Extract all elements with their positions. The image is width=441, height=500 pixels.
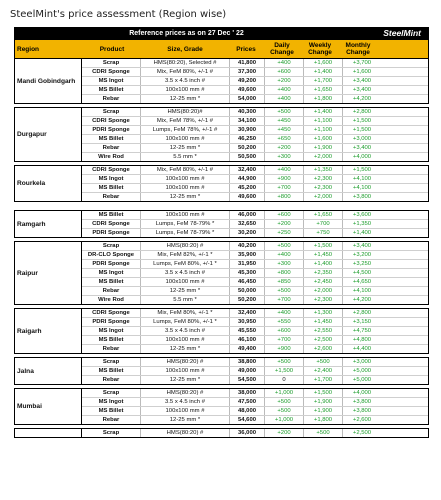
size-grade-cell: HMS(80:20) # xyxy=(141,242,230,250)
price-cell: 30,950 xyxy=(230,318,265,326)
daily-change-cell: +550 xyxy=(265,318,304,326)
weekly-change-cell: +1,650 xyxy=(304,211,343,219)
price-cell: 54,600 xyxy=(230,416,265,424)
daily-change-cell: +650 xyxy=(265,135,304,143)
weekly-change-cell: +1,600 xyxy=(304,135,343,143)
size-grade-cell: 100x100 mm # xyxy=(141,184,230,192)
price-cell: 49,600 xyxy=(230,86,265,94)
daily-change-cell: +500 xyxy=(265,358,304,366)
daily-change-cell: +900 xyxy=(265,175,304,183)
product-cell: MS Billet xyxy=(82,86,141,94)
product-cell: Scrap xyxy=(82,429,141,437)
region-group xyxy=(14,388,429,425)
monthly-change-cell: +3,800 xyxy=(352,408,372,414)
table-row xyxy=(82,336,428,345)
price-cell: 31,950 xyxy=(230,260,265,268)
header-monthly-change: Monthly Change xyxy=(345,42,371,56)
region-name: Jalna xyxy=(15,358,82,384)
weekly-change-cell: +2,350 xyxy=(304,269,343,277)
weekly-change-cell: +2,550 xyxy=(304,327,343,335)
size-grade-cell: HMS(80:20) # xyxy=(141,358,230,366)
monthly-change-cell: +1,500 xyxy=(352,118,372,124)
price-cell: 48,000 xyxy=(230,407,265,415)
price-cell: 38,800 xyxy=(230,358,265,366)
table-row xyxy=(82,95,428,103)
monthly-change-cell: +4,100 xyxy=(352,176,372,182)
table-row xyxy=(82,376,428,384)
size-grade-cell: 3.5 x 4.5 inch # xyxy=(141,327,230,335)
product-cell: MS Billet xyxy=(82,336,141,344)
product-cell: DR-CLO Sponge xyxy=(82,251,141,259)
monthly-change-cell: +3,400 xyxy=(352,145,372,151)
price-cell: 30,200 xyxy=(230,229,265,237)
table-row xyxy=(82,77,428,86)
daily-change-cell: +400 xyxy=(265,59,304,67)
size-grade-cell: 3.5 x 4.5 inch # xyxy=(141,77,230,85)
daily-change-cell: +700 xyxy=(265,336,304,344)
weekly-change-cell: +1,600 xyxy=(304,59,343,67)
daily-change-cell: +200 xyxy=(265,220,304,228)
price-cell: 49,200 xyxy=(230,77,265,85)
monthly-change-cell: +3,150 xyxy=(352,319,372,325)
size-grade-cell: HMS(80:20)# xyxy=(141,108,230,116)
daily-change-cell: +700 xyxy=(265,296,304,304)
daily-change-cell: +200 xyxy=(265,77,304,85)
price-cell: 54,000 xyxy=(230,95,265,103)
weekly-change-cell: +2,000 xyxy=(304,153,343,161)
table-row xyxy=(82,242,428,251)
size-grade-cell: 100x100 mm # xyxy=(141,211,230,219)
region-name: Raigarh xyxy=(15,309,82,353)
region-name: Rourkela xyxy=(15,166,82,201)
size-grade-cell: Mix, FeM 80%, +/-1 # xyxy=(141,166,230,174)
weekly-change-cell: +700 xyxy=(304,220,343,228)
weekly-change-cell: +1,650 xyxy=(304,86,343,94)
weekly-change-cell: +2,000 xyxy=(304,193,343,201)
size-grade-cell: Lumps, FeM 80%, +/-1 * xyxy=(141,260,230,268)
product-cell: Scrap xyxy=(82,358,141,366)
size-grade-cell: Lumps, FeM 78-79% * xyxy=(141,229,230,237)
size-grade-cell: 12-25 mm * xyxy=(141,193,230,201)
size-grade-cell: Mix, FeM 80%, +/-1 # xyxy=(141,68,230,76)
weekly-change-cell: +500 xyxy=(304,429,343,437)
monthly-change-cell: +2,600 xyxy=(352,417,372,423)
region-name: Ramgarh xyxy=(15,211,82,237)
brand-logo: SteelMint xyxy=(383,28,421,38)
monthly-change-cell: +4,100 xyxy=(352,288,372,294)
product-cell: Scrap xyxy=(82,108,141,116)
product-cell: MS Billet xyxy=(82,211,141,219)
monthly-change-cell: +3,800 xyxy=(352,194,372,200)
product-cell: CDRI Sponge xyxy=(82,220,141,228)
region-group xyxy=(14,210,429,238)
table-row xyxy=(82,251,428,260)
table-row xyxy=(82,327,428,336)
monthly-change-cell: +4,000 xyxy=(352,154,372,160)
monthly-change-cell: +1,500 xyxy=(352,127,372,133)
price-cell: 46,000 xyxy=(230,211,265,219)
product-cell: Rebar xyxy=(82,144,141,152)
table-row xyxy=(82,126,428,135)
product-cell: MS Ingot xyxy=(82,269,141,277)
product-cell: MS Ingot xyxy=(82,398,141,406)
monthly-change-cell: +4,650 xyxy=(352,279,372,285)
price-cell: 47,500 xyxy=(230,398,265,406)
price-cell: 46,250 xyxy=(230,135,265,143)
weekly-change-cell: +1,500 xyxy=(304,242,343,250)
region-group xyxy=(14,241,429,305)
weekly-change-cell: +1,350 xyxy=(304,166,343,174)
table-row xyxy=(82,229,428,237)
weekly-change-cell: +1,900 xyxy=(304,144,343,152)
region-group xyxy=(14,58,429,104)
monthly-change-cell: +2,500 xyxy=(352,430,372,436)
product-cell: MS Billet xyxy=(82,278,141,286)
price-cell: 36,000 xyxy=(230,429,265,437)
size-grade-cell: 5.5 mm * xyxy=(141,153,230,161)
daily-change-cell: +400 xyxy=(265,251,304,259)
region-group xyxy=(14,428,429,438)
price-cell: 35,900 xyxy=(230,251,265,259)
price-cell: 41,800 xyxy=(230,59,265,67)
table-row xyxy=(82,287,428,296)
weekly-change-cell: +2,500 xyxy=(304,336,343,344)
product-cell: PDRI Sponge xyxy=(82,229,141,237)
table-header xyxy=(14,40,429,58)
weekly-change-cell: +1,700 xyxy=(304,376,343,384)
price-cell: 50,200 xyxy=(230,144,265,152)
monthly-change-cell: +4,200 xyxy=(352,96,372,102)
price-table xyxy=(14,27,429,438)
daily-change-cell: +600 xyxy=(265,68,304,76)
daily-change-cell: +200 xyxy=(265,144,304,152)
region-groups xyxy=(14,58,429,438)
size-grade-cell: 3.5 x 4.5 inch # xyxy=(141,269,230,277)
monthly-change-cell: +3,000 xyxy=(352,136,372,142)
monthly-change-cell: +3,400 xyxy=(352,78,372,84)
price-cell: 49,400 xyxy=(230,345,265,353)
price-cell: 49,600 xyxy=(230,193,265,201)
monthly-change-cell: +1,350 xyxy=(352,221,372,227)
header-size-grade: Size, Grade xyxy=(167,45,203,53)
daily-change-cell: +300 xyxy=(265,260,304,268)
product-cell: Scrap xyxy=(82,242,141,250)
product-cell: PDRI Sponge xyxy=(82,126,141,134)
size-grade-cell: 12-25 mm * xyxy=(141,345,230,353)
weekly-change-cell: +500 xyxy=(304,358,343,366)
product-cell: CDRI Sponge xyxy=(82,117,141,125)
table-row xyxy=(82,269,428,278)
monthly-change-cell: +3,700 xyxy=(352,60,372,66)
product-cell: Rebar xyxy=(82,95,141,103)
product-cell: MS Ingot xyxy=(82,77,141,85)
table-row xyxy=(82,358,428,367)
product-cell: MS Ingot xyxy=(82,175,141,183)
size-grade-cell: 12-25 mm * xyxy=(141,95,230,103)
size-grade-cell: 3.5 x 4.5 inch # xyxy=(141,398,230,406)
weekly-change-cell: +1,400 xyxy=(304,68,343,76)
monthly-change-cell: +4,500 xyxy=(352,270,372,276)
daily-change-cell: +1,000 xyxy=(265,416,304,424)
daily-change-cell: +400 xyxy=(265,166,304,174)
price-cell: 38,000 xyxy=(230,389,265,397)
product-cell: MS Ingot xyxy=(82,327,141,335)
size-grade-cell: HMS(80:20) # xyxy=(141,429,230,437)
product-cell: Scrap xyxy=(82,59,141,67)
weekly-change-cell: +1,800 xyxy=(304,95,343,103)
daily-change-cell: +600 xyxy=(265,327,304,335)
monthly-change-cell: +5,000 xyxy=(352,368,372,374)
product-cell: MS Billet xyxy=(82,367,141,375)
monthly-change-cell: +1,500 xyxy=(352,167,372,173)
weekly-change-cell: +1,800 xyxy=(304,416,343,424)
table-row xyxy=(82,175,428,184)
monthly-change-cell: +3,000 xyxy=(352,359,372,365)
weekly-change-cell: +2,400 xyxy=(304,367,343,375)
product-cell: CDRI Sponge xyxy=(82,309,141,317)
price-cell: 46,100 xyxy=(230,336,265,344)
size-grade-cell: 12-25 mm * xyxy=(141,144,230,152)
monthly-change-cell: +3,200 xyxy=(352,252,372,258)
weekly-change-cell: +2,450 xyxy=(304,278,343,286)
header-weekly-change: Weekly Change xyxy=(308,42,332,56)
daily-change-cell: 0 xyxy=(265,376,304,384)
price-cell: 50,500 xyxy=(230,153,265,161)
table-row xyxy=(82,108,428,117)
monthly-change-cell: +3,250 xyxy=(352,261,372,267)
region-group xyxy=(14,107,429,162)
region-group xyxy=(14,308,429,354)
header-product: Product xyxy=(99,45,125,53)
product-cell: PDRI Sponge xyxy=(82,318,141,326)
size-grade-cell: 100x100 mm # xyxy=(141,86,230,94)
size-grade-cell: 100x100 mm # xyxy=(141,278,230,286)
table-row xyxy=(82,398,428,407)
product-cell: Rebar xyxy=(82,287,141,295)
size-grade-cell: Mix, FeM 80%, +/-1 * xyxy=(141,309,230,317)
weekly-change-cell: +1,450 xyxy=(304,318,343,326)
monthly-change-cell: +3,600 xyxy=(352,212,372,218)
table-row xyxy=(82,59,428,68)
table-row xyxy=(82,86,428,95)
daily-change-cell: +250 xyxy=(265,229,304,237)
daily-change-cell: +600 xyxy=(265,211,304,219)
price-cell: 40,300 xyxy=(230,108,265,116)
daily-change-cell: +500 xyxy=(265,287,304,295)
size-grade-cell: 100x100 mm # xyxy=(141,367,230,375)
region-group xyxy=(14,357,429,385)
product-cell: Wire Rod xyxy=(82,296,141,304)
table-row xyxy=(82,367,428,376)
size-grade-cell: Mix, FeM 78%, +/-1 # xyxy=(141,117,230,125)
table-topbar xyxy=(14,27,429,40)
size-grade-cell: HMS(80:20) # xyxy=(141,389,230,397)
monthly-change-cell: +5,000 xyxy=(352,377,372,383)
table-row xyxy=(82,429,428,437)
price-cell: 49,000 xyxy=(230,367,265,375)
product-cell: MS Billet xyxy=(82,135,141,143)
size-grade-cell: 100x100 mm # xyxy=(141,135,230,143)
product-cell: Scrap xyxy=(82,389,141,397)
size-grade-cell: 5.5 mm * xyxy=(141,296,230,304)
price-cell: 50,000 xyxy=(230,287,265,295)
product-cell: Rebar xyxy=(82,376,141,384)
daily-change-cell: +450 xyxy=(265,126,304,134)
daily-change-cell: +800 xyxy=(265,193,304,201)
product-cell: Wire Rod xyxy=(82,153,141,161)
monthly-change-cell: +1,600 xyxy=(352,69,372,75)
weekly-change-cell: +1,300 xyxy=(304,309,343,317)
table-row xyxy=(82,117,428,126)
daily-change-cell: +700 xyxy=(265,184,304,192)
product-cell: CDRI Sponge xyxy=(82,68,141,76)
weekly-change-cell: +1,100 xyxy=(304,126,343,134)
size-grade-cell: Mix, FeM 82%, +/-1 * xyxy=(141,251,230,259)
table-row xyxy=(82,345,428,353)
size-grade-cell: HMS(80:20), Selected # xyxy=(141,59,230,67)
product-cell: PDRI Sponge xyxy=(82,260,141,268)
weekly-change-cell: +2,600 xyxy=(304,345,343,353)
daily-change-cell: +200 xyxy=(265,429,304,437)
daily-change-cell: +450 xyxy=(265,117,304,125)
table-row xyxy=(82,68,428,77)
monthly-change-cell: +1,400 xyxy=(352,230,372,236)
table-row xyxy=(82,166,428,175)
weekly-change-cell: +1,400 xyxy=(304,260,343,268)
price-cell: 45,550 xyxy=(230,327,265,335)
region-name: Mandi Gobindgarh xyxy=(15,59,82,103)
daily-change-cell: +1,000 xyxy=(265,389,304,397)
product-cell: Rebar xyxy=(82,345,141,353)
size-grade-cell: 12-25 mm * xyxy=(141,376,230,384)
weekly-change-cell: +1,450 xyxy=(304,251,343,259)
table-row xyxy=(82,318,428,327)
region-name: Durgapur xyxy=(15,108,82,161)
size-grade-cell: Lumps, FeM 78%, +/-1 # xyxy=(141,126,230,134)
monthly-change-cell: +3,400 xyxy=(352,243,372,249)
region-name: Raipur xyxy=(15,242,82,304)
monthly-change-cell: +2,800 xyxy=(352,109,372,115)
table-row xyxy=(82,260,428,269)
daily-change-cell: +400 xyxy=(265,95,304,103)
price-cell: 46,450 xyxy=(230,278,265,286)
size-grade-cell: 100x100 mm # xyxy=(141,175,230,183)
price-cell: 34,100 xyxy=(230,117,265,125)
product-cell: MS Billet xyxy=(82,407,141,415)
size-grade-cell: Lumps, FeM 80%, +/-1 * xyxy=(141,318,230,326)
table-row xyxy=(82,193,428,201)
price-cell: 44,900 xyxy=(230,175,265,183)
weekly-change-cell: +1,400 xyxy=(304,108,343,116)
size-grade-cell: 100x100 mm # xyxy=(141,336,230,344)
table-row xyxy=(82,389,428,398)
size-grade-cell: 12-25 mm * xyxy=(141,416,230,424)
daily-change-cell: +500 xyxy=(265,108,304,116)
weekly-change-cell: +750 xyxy=(304,229,343,237)
product-cell: CDRI Sponge xyxy=(82,166,141,174)
monthly-change-cell: +4,000 xyxy=(352,390,372,396)
table-row xyxy=(82,296,428,304)
daily-change-cell: +500 xyxy=(265,242,304,250)
product-cell: Rebar xyxy=(82,416,141,424)
weekly-change-cell: +1,700 xyxy=(304,77,343,85)
price-cell: 30,900 xyxy=(230,126,265,134)
header-prices: Prices xyxy=(236,45,256,53)
monthly-change-cell: +2,800 xyxy=(352,310,372,316)
table-row xyxy=(82,309,428,318)
page-title: SteelMint's price assessment (Region wise) xyxy=(10,9,227,20)
table-row xyxy=(82,278,428,287)
region-name: Mumbai xyxy=(15,389,82,424)
region-name xyxy=(15,429,82,437)
header-daily-change: Daily Change xyxy=(270,42,294,56)
weekly-change-cell: +2,300 xyxy=(304,175,343,183)
monthly-change-cell: +4,400 xyxy=(352,346,372,352)
weekly-change-cell: +1,900 xyxy=(304,407,343,415)
table-row xyxy=(82,407,428,416)
size-grade-cell: 12-25 mm * xyxy=(141,287,230,295)
table-row xyxy=(82,153,428,161)
weekly-change-cell: +1,500 xyxy=(304,389,343,397)
product-cell: Rebar xyxy=(82,193,141,201)
table-row xyxy=(82,220,428,229)
weekly-change-cell: +2,000 xyxy=(304,287,343,295)
table-row xyxy=(82,416,428,424)
size-grade-cell: Lumps, FeM 78-79% * xyxy=(141,220,230,228)
monthly-change-cell: +4,200 xyxy=(352,297,372,303)
daily-change-cell: +850 xyxy=(265,278,304,286)
reference-date-title: Reference prices as on 27 Dec ' 22 xyxy=(129,30,244,37)
table-row xyxy=(82,211,428,220)
price-cell: 40,200 xyxy=(230,242,265,250)
daily-change-cell: +400 xyxy=(265,309,304,317)
table-row xyxy=(82,135,428,144)
monthly-change-cell: +4,750 xyxy=(352,328,372,334)
monthly-change-cell: +4,800 xyxy=(352,337,372,343)
monthly-change-cell: +3,800 xyxy=(352,399,372,405)
daily-change-cell: +500 xyxy=(265,398,304,406)
price-cell: 50,200 xyxy=(230,296,265,304)
product-cell: MS Billet xyxy=(82,184,141,192)
price-cell: 37,300 xyxy=(230,68,265,76)
table-row xyxy=(82,144,428,153)
price-cell: 54,500 xyxy=(230,376,265,384)
header-region: Region xyxy=(17,45,40,53)
daily-change-cell: +900 xyxy=(265,345,304,353)
daily-change-cell: +300 xyxy=(265,153,304,161)
weekly-change-cell: +1,900 xyxy=(304,398,343,406)
size-grade-cell: 100x100 mm # xyxy=(141,407,230,415)
daily-change-cell: +1,500 xyxy=(265,367,304,375)
daily-change-cell: +400 xyxy=(265,86,304,94)
monthly-change-cell: +3,400 xyxy=(352,87,372,93)
monthly-change-cell: +4,100 xyxy=(352,185,372,191)
region-group xyxy=(14,165,429,202)
weekly-change-cell: +2,300 xyxy=(304,184,343,192)
table-row xyxy=(82,184,428,193)
price-cell: 45,200 xyxy=(230,184,265,192)
daily-change-cell: +500 xyxy=(265,407,304,415)
price-cell: 32,650 xyxy=(230,220,265,228)
price-cell: 45,300 xyxy=(230,269,265,277)
daily-change-cell: +800 xyxy=(265,269,304,277)
price-cell: 32,400 xyxy=(230,309,265,317)
weekly-change-cell: +2,300 xyxy=(304,296,343,304)
price-cell: 32,400 xyxy=(230,166,265,174)
weekly-change-cell: +1,100 xyxy=(304,117,343,125)
